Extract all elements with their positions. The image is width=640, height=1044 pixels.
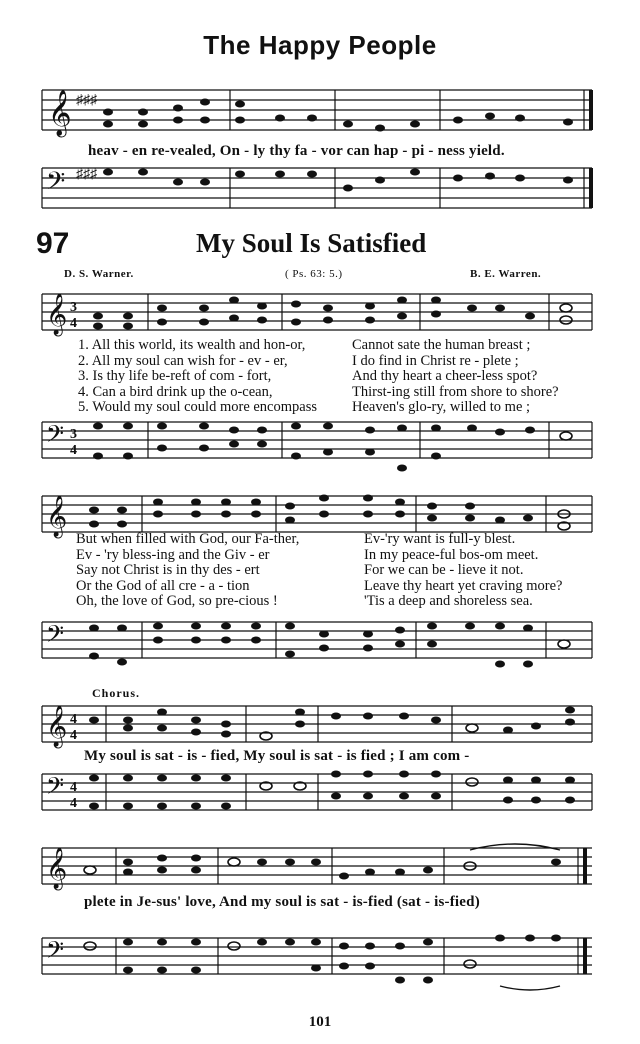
section1-verses-left	[78, 338, 317, 416]
verse-line: But when filled with God, our Fa-ther,	[76, 531, 300, 547]
svg-text:𝄢: 𝄢	[46, 774, 65, 805]
hymn-title: My Soul Is Satisfied	[196, 228, 427, 258]
svg-text:4: 4	[70, 443, 77, 458]
chorus-treble-staff-2	[0, 840, 640, 896]
verse-line: 2. All my soul can wish for - ev - er,	[78, 352, 288, 369]
top-bass-staff	[0, 160, 640, 220]
verse-line: Heaven's glo-ry, willed to me ;	[352, 399, 531, 415]
verse-line: Ev-'ry want is full-y blest.	[364, 531, 516, 547]
svg-text:𝄞: 𝄞	[46, 294, 68, 334]
verse-line: 1. All this world, its wealth and hon-or,	[78, 337, 306, 353]
svg-text:4: 4	[70, 316, 77, 331]
svg-text:𝄞: 𝄞	[46, 848, 68, 888]
svg-text:3: 3	[70, 300, 77, 315]
chorus-bass-staff-2	[0, 924, 640, 996]
svg-text:♯♯♯: ♯♯♯	[76, 93, 97, 108]
verse-line: 4. Can a bird drink up the o-cean,	[78, 383, 273, 400]
svg-text:𝄢: 𝄢	[46, 168, 66, 201]
verse-line: Cannot sate the human breast ;	[352, 337, 531, 353]
top-hymn-title: The Happy People	[203, 30, 437, 60]
verse-line: And thy heart a cheer-less spot?	[352, 368, 538, 384]
chorus-treble-staff-1	[0, 698, 640, 754]
scripture-reference: ( Ps. 63: 5.)	[285, 268, 343, 280]
verse-line: 5. Would my soul could more encompass	[78, 399, 317, 415]
verse-line: 'Tis a deep and shoreless sea.	[364, 593, 533, 609]
hymn-number: 97	[36, 227, 70, 260]
svg-text:4: 4	[70, 712, 77, 727]
verse-line: Thirst-ing still from shore to shore?	[352, 383, 559, 400]
chorus-lyric-2: plete in Je-sus' love, And my soul is sat - is-fied (sat - is-fied)	[84, 894, 480, 910]
verse-line: Ev - 'ry bless-ing and the Giv - er	[76, 546, 270, 563]
svg-text:𝄞: 𝄞	[46, 706, 68, 746]
svg-text:4: 4	[70, 728, 77, 743]
system2-bass-staff	[0, 614, 640, 678]
verse-line: Or the God of all cre - a - tion	[76, 577, 250, 594]
svg-text:4: 4	[70, 796, 77, 811]
verse-line: Leave thy heart yet craving more?	[364, 577, 563, 594]
svg-text:𝄢: 𝄢	[46, 938, 65, 969]
verse-line: For we can be - lieve it not.	[364, 562, 524, 578]
chorus-label: Chorus.	[92, 686, 141, 700]
section2-verses-right	[364, 532, 562, 610]
verse-line: Oh, the love of God, so pre-cious !	[76, 593, 278, 609]
top-treble-staff	[0, 82, 640, 142]
svg-text:𝄢: 𝄢	[46, 622, 65, 653]
svg-text:3: 3	[70, 427, 77, 442]
svg-text:𝄢: 𝄢	[46, 422, 65, 453]
verse-line: Say not Christ is in thy des - ert	[76, 562, 260, 578]
system1-bass-staff	[0, 416, 640, 480]
section2-verses-left	[76, 532, 299, 610]
author: D. S. Warner.	[64, 268, 134, 280]
chorus-bass-staff-1	[0, 766, 640, 822]
chorus-lyric-1: My soul is sat - is - fied, My soul is sat - is fied ; I am com -	[84, 748, 470, 764]
verse-line: In my peace-ful bos-om meet.	[364, 546, 539, 563]
verse-line: I do find in Christ re - plete ;	[352, 352, 519, 369]
svg-text:𝄞: 𝄞	[48, 90, 72, 136]
composer: B. E. Warren.	[470, 268, 542, 280]
system1-treble-staff	[0, 286, 640, 342]
svg-text:4: 4	[70, 780, 77, 795]
top-hymn-lyric: heav - en re-vealed, On - ly thy fa - vor can hap - pi - ness yield.	[88, 143, 505, 159]
svg-text:𝄞: 𝄞	[46, 496, 68, 536]
section1-verses-right	[352, 338, 559, 416]
verse-line: 3. Is thy life be-reft of com - fort,	[78, 368, 272, 384]
svg-text:♯♯♯: ♯♯♯	[76, 167, 97, 182]
page-number: 101	[308, 1014, 332, 1030]
